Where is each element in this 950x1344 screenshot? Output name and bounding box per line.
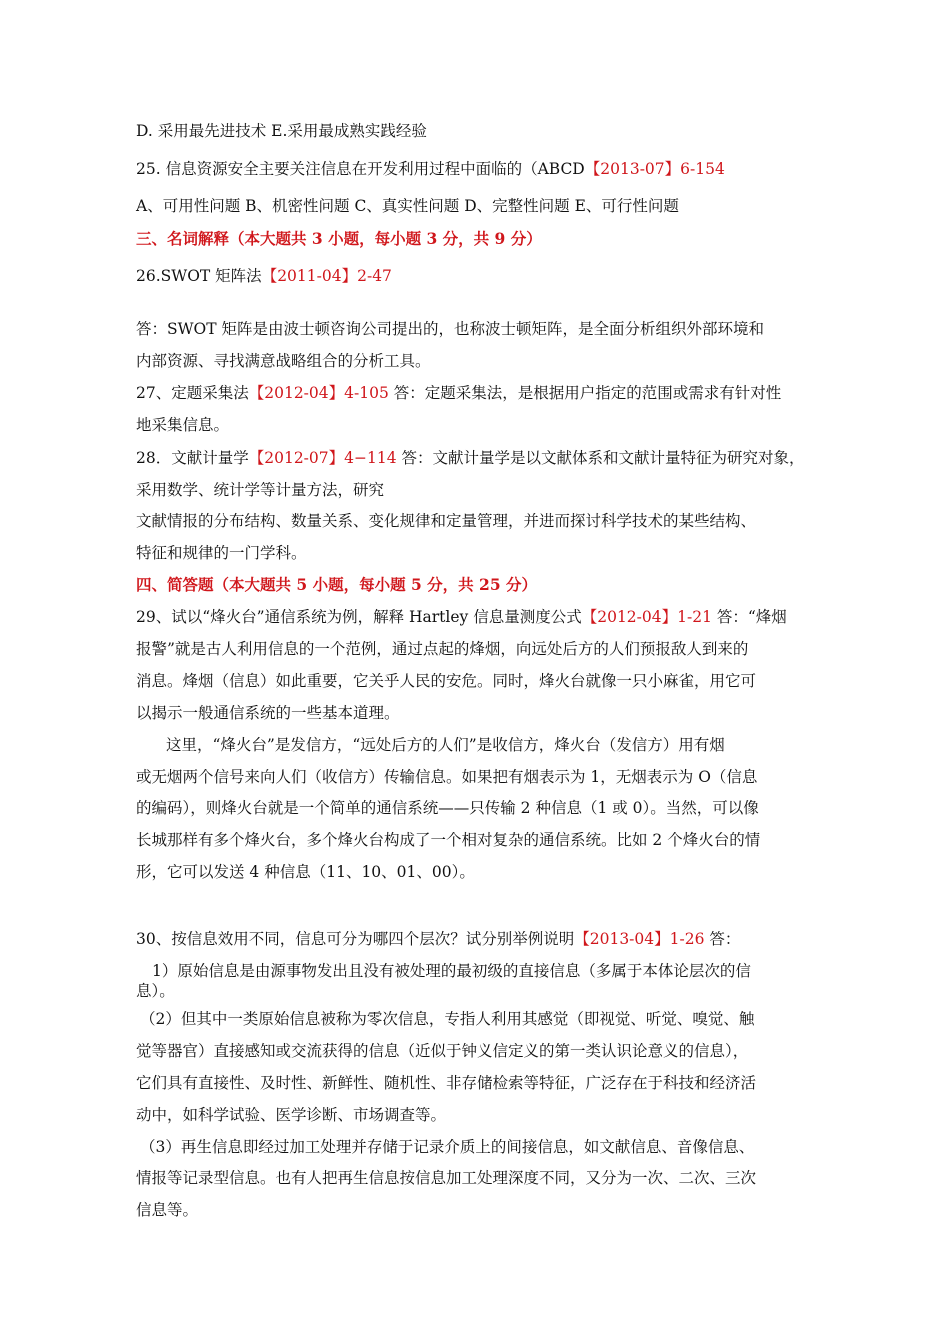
answer-line: 报警”就是古人利用信息的一个范例，通过点起的烽烟，向远处后方的人们预报敌人到来的 (136, 640, 749, 658)
question-text: 26.SWOT 矩阵法 (136, 267, 262, 285)
answer-line: 以揭示一般通信系统的一些基本道理。 (136, 704, 400, 722)
question-25 (136, 159, 725, 179)
source-reference: 【2012-04】4-105 (248, 384, 389, 402)
answer-paragraph-start: 这里，“烽火台”是发信方，“远处后方的人们”是收信方，烽火台（发信方）用有烟 (166, 736, 725, 754)
question-30 (136, 929, 740, 949)
answer-line: 地采集信息。 (136, 416, 230, 434)
answer-line: 觉等器官）直接感知或交流获得的信息（近似于钟义信定义的第一类认识论意义的信息）， (136, 1042, 749, 1060)
answer-line: 消息。烽烟（信息）如此重要，它关乎人民的安危。同时，烽火台就像一只小麻雀，用它可 (136, 672, 757, 690)
answer-line: 动中，如科学试验、医学诊断、市场调查等。 (136, 1106, 447, 1124)
source-reference: 【2012-07】4−114 (248, 449, 397, 467)
answer-line: 内部资源、寻找满意战略组合的分析工具。 (136, 352, 431, 370)
answer-item-2: （2）但其中一类原始信息被称为零次信息，专指人利用其感觉（即视觉、听觉、嗅觉、触 (140, 1010, 755, 1028)
question-26 (136, 266, 392, 286)
answer-line: 它们具有直接性、及时性、新鲜性、随机性、非存储检索等特征，广泛存在于科技和经济活 (136, 1074, 757, 1092)
answer-line: 文献情报的分布结构、数量关系、变化规律和定量管理，并进而探讨科学技术的某些结构、 (136, 512, 757, 530)
section-heading-short-answer: 四、简答题（本大题共 5 小题，每小题 5 分，共 25 分） (136, 575, 538, 594)
question-text: 30、按信息效用不同，信息可分为哪四个层次？试分别举例说明 (136, 930, 575, 948)
option-line-d-e: D. 采用最先进技术 E.采用最成熟实践经验 (136, 122, 427, 140)
answer-text: 答：“烽烟 (711, 608, 787, 626)
answer-item-1: 1）原始信息是由源事物发出且没有被处理的最初级的直接信息（多属于本体论层次的信 (152, 962, 751, 980)
answer-line: 或无烟两个信号来向人们（收信方）传输信息。如果把有烟表示为 1，无烟表示为 O（信息 (136, 768, 758, 786)
answer-text: 答：文献计量学是以文献体系和文献计量特征为研究对象， (396, 449, 805, 467)
question-text: 29、试以“烽火台”通信系统为例，解释 Hartley 信息量测度公式 (136, 608, 582, 626)
question-text: 25. 信息资源安全主要关注信息在开发利用过程中面临的（ABCD (136, 160, 585, 178)
answer-text: 答：定题采集法，是根据用户指定的范围或需求有针对性 (388, 384, 782, 402)
answer-line: 息）。 (136, 982, 175, 1000)
question-27 (136, 383, 781, 403)
question-text: 27、定题采集法 (136, 384, 249, 402)
section-heading-terms: 三、名词解释（本大题共 3 小题，每小题 3 分，共 9 分） (136, 229, 542, 248)
answer-item-3: （3）再生信息即经过加工处理并存储于记录介质上的间接信息，如文献信息、音像信息、 (140, 1138, 755, 1156)
source-reference: 【2012-04】1-21 (581, 608, 712, 626)
answer-line: 长城那样有多个烽火台，多个烽火台构成了一个相对复杂的通信系统。比如 2 个烽火台的情 (136, 831, 761, 849)
answer-line: 采用数学、统计学等计量方法，研究 (136, 481, 385, 499)
question-28 (136, 448, 805, 468)
answer-line: 形，它可以发送 4 种信息（11、10、01、00）。 (136, 863, 475, 881)
source-reference: 【2011-04】2-47 (261, 267, 392, 285)
source-reference: 【2013-07】6-154 (584, 160, 725, 178)
answer-text: 答： (704, 930, 741, 948)
answer-line: 答：SWOT 矩阵是由波士顿咨询公司提出的，也称波士顿矩阵，是全面分析组织外部环境和 (136, 320, 765, 338)
answer-line: 的编码），则烽火台就是一个简单的通信系统——只传输 2 种信息（1 或 0）。当然，可以像 (136, 799, 759, 817)
answer-line: 情报等记录型信息。也有人把再生信息按信息加工处理深度不同，又分为一次、二次、三次 (136, 1169, 757, 1187)
answer-line: 信息等。 (136, 1201, 199, 1219)
question-text: 28．文献计量学 (136, 449, 249, 467)
answer-line: 特征和规律的一门学科。 (136, 544, 307, 562)
question-25-options: A、可用性问题 B、机密性问题 C、真实性问题 D、完整性问题 E、可行性问题 (136, 197, 679, 215)
question-29 (136, 607, 787, 627)
source-reference: 【2013-04】1-26 (574, 930, 705, 948)
